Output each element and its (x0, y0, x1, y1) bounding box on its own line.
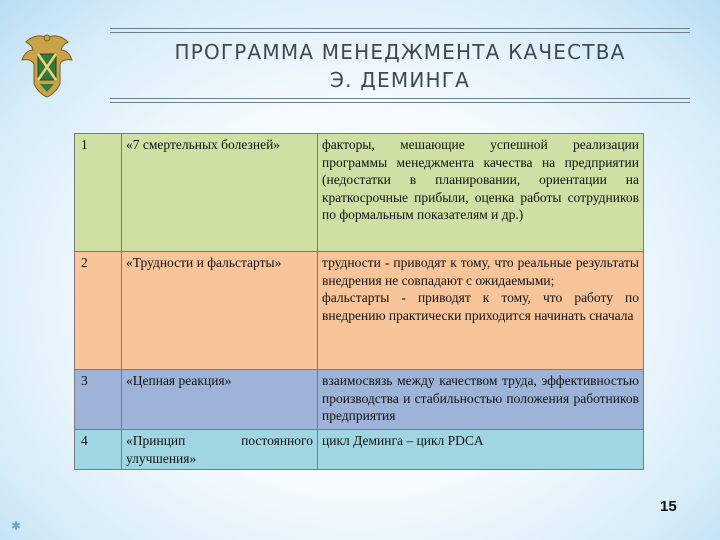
deming-program-table (74, 133, 644, 470)
table-row (75, 252, 644, 370)
row-name-part-1: «Принцип (126, 433, 186, 448)
table-row (75, 134, 644, 252)
row-number: 4 (75, 430, 122, 470)
table-row (75, 430, 644, 470)
header-top-rule (110, 28, 690, 33)
row-number: 3 (75, 370, 122, 430)
row-number: 1 (75, 134, 122, 252)
coat-of-arms-emblem-icon (18, 32, 76, 98)
row-description: трудности - приводят к тому, что реальные результаты внедрения не совпадают с ожидаемыми; фальстарты - приводят к тому, что работу по внедрению практически приходится начинать сначала (318, 252, 644, 370)
table-row (75, 370, 644, 430)
row-name (122, 430, 318, 470)
title-line-1: ПРОГРАММА МЕНЕДЖМЕНТА КАЧЕСТВА (174, 40, 626, 64)
row-description: взаимосвязь между качеством труда, эффективностью производства и стабильностью положения работников предприятия (318, 370, 644, 430)
row-description: цикл Деминга – цикл PDCA (318, 430, 644, 470)
row-name: «7 смертельных болезней» (122, 134, 318, 252)
star-icon: ✱ (11, 519, 22, 533)
row-name-part-3: улучшения» (126, 450, 197, 466)
header-bottom-rule (110, 98, 690, 103)
row-name: «Цепная реакция» (122, 370, 318, 430)
row-name-part-2: постоянного (241, 433, 313, 448)
page-title (120, 38, 680, 94)
title-line-2: Э. ДЕМИНГА (329, 68, 471, 92)
row-name: «Трудности и фальстарты» (122, 252, 318, 370)
page-number: 15 (660, 498, 677, 515)
row-number: 2 (75, 252, 122, 370)
row-description: факторы, мешающие успешной реализации программы менеджмента качества на предприятии (недостатки в планировании, ориентации на краткосрочные прибыли, оценка работы сотрудников по формальным показателям и др.) (318, 134, 644, 252)
